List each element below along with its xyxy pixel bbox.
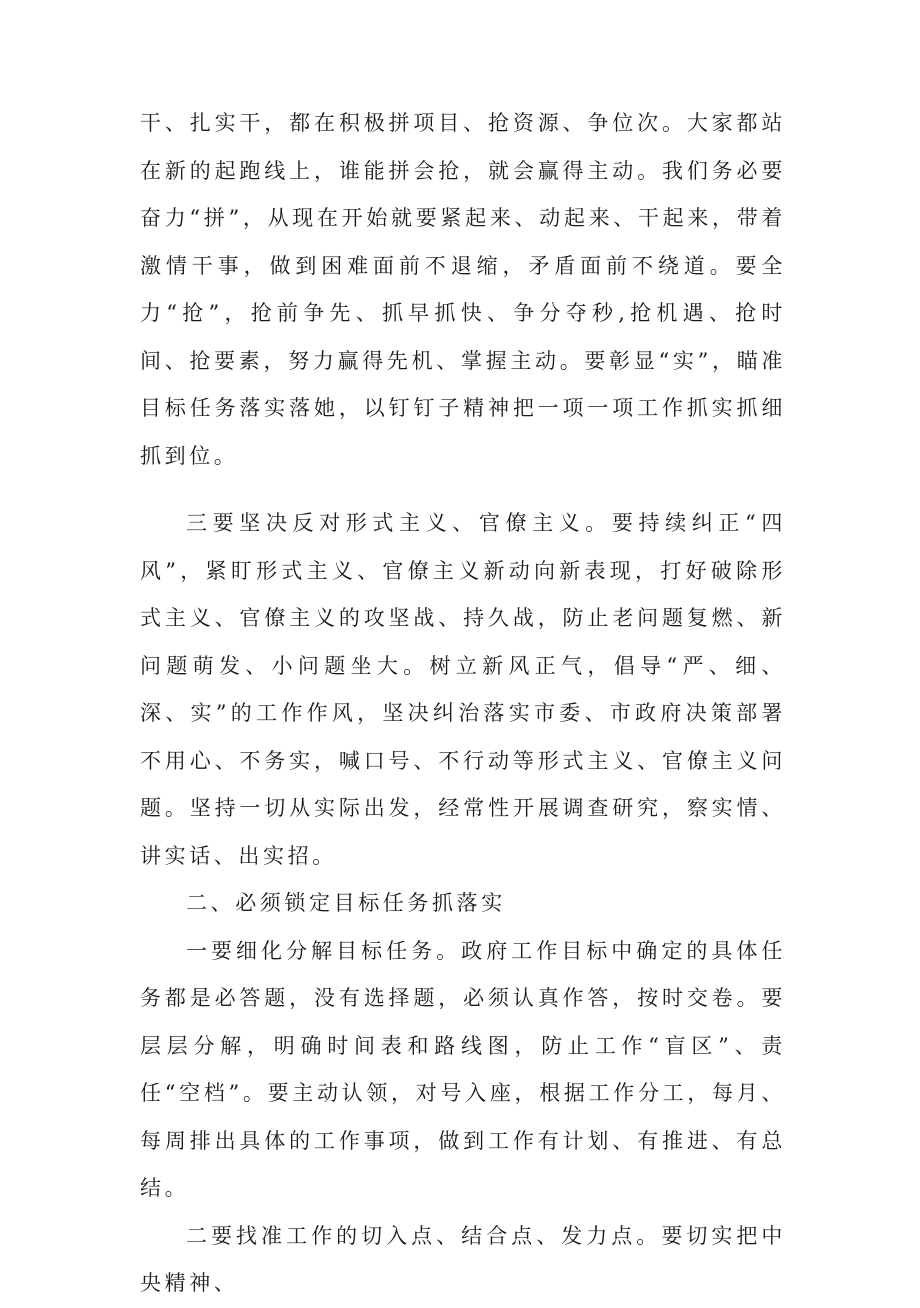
paragraph-refine-targets: 一要细化分解目标任务。政府工作目标中确定的具体任务都是必答题，没有选择题，必须认真作答，按时交卷。要层层分解，明确时间表和路线图，防止工作“盲区”、责任“空档”。要主动认领，对号入座，根据工作分工，每月、每周排出具体的工作事项，做到工作有计划、有推进、有总结。 [140, 938, 786, 1200]
document-body [140, 100, 786, 1308]
paragraph-find-entry-points: 二要找准工作的切入点、结合点、发力点。要切实把中央精神、 [140, 1223, 786, 1295]
paragraph-oppose-formalism: 三要坚决反对形式主义、官僚主义。要持续纠正“四风”，紧盯形式主义、官僚主义新动向新表现，打好破除形式主义、官僚主义的攻坚战、持久战，防止老问题复燃、新问题萌发、小问题坐大。树立新风正气，倡导“严、细、深、实”的工作作风，坚决纠治落实市委、市政府决策部署不用心、不务实，喊口号、不行动等形式主义、官僚主义问题。坚持一切从实际出发，经常性开展调查研究，察实情、讲实话、出实招。 [140, 511, 786, 868]
section-heading-2: 二、必须锁定目标任务抓落实 [186, 891, 506, 915]
paragraph-continued: 干、扎实干，都在积极拼项目、抢资源、争位次。大家都站在新的起跑线上，谁能拼会抢，就会赢得主动。我们务必要奋力“拼”，从现在开始就要紧起来、动起来、干起来，带着激情干事，做到困难面前不退缩，矛盾面前不绕道。要全力“抢”，抢前争先、抓早抓快、争分夺秒,抢机遇、抢时间、抢要素，努力赢得先机、掌握主动。要彰显“实”，瞄准目标任务落实落她，以钉钉子精神把一项一项工作抓实抓细抓到位。 [140, 111, 786, 468]
